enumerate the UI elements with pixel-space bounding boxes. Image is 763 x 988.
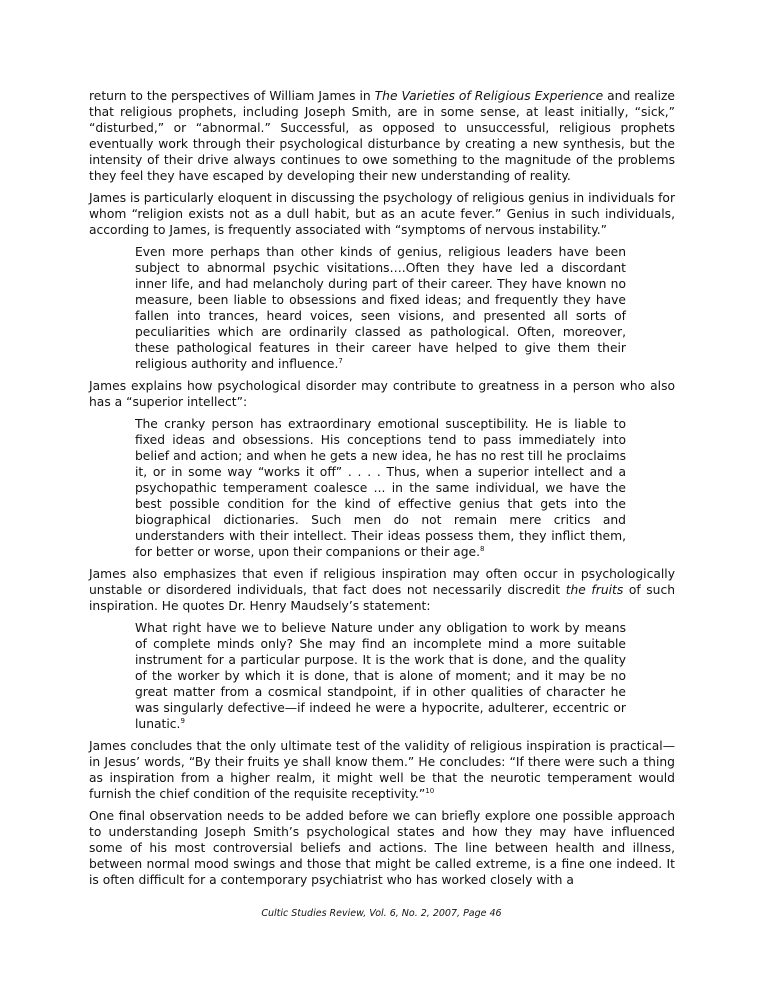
footnote-ref-9: 9: [180, 716, 185, 725]
block-quote-1: Even more perhaps than other kinds of genius, religious leaders have been subject to abnormal psychic visitations….Often they have led a discordant inner life, and had melancholy during part of their career. They have known no measure, been liable to obsessions and fixed ideas; and frequently they have fallen into trances, heard voices, seen visions, and presented all sorts of peculiarities which are ordinarily classed as pathological. Often, moreover, these pathological features in their career have helped to give them their religious authority and influence.$^7$: [135, 245, 626, 371]
emphasis-the-fruits: the fruits: [565, 583, 624, 597]
page-footer: Cultic Studies Review, Vol. 6, No. 2, 2007, Page 46: [261, 908, 502, 919]
paragraph-4: James also emphasizes that even if religious inspiration may often occur in psychologically unstable or disordered individuals, that fact does not necessarily discredit the fruits of such inspiration. He quotes Dr. Henry Maudsely’s statement:: [89, 567, 675, 613]
book-title: The Varieties of Religious Experience: [374, 89, 604, 103]
block-quote-2: The cranky person has extraordinary emotional susceptibility. He is liable to fixed ideas and obsessions. His conceptions tend to pass immediately into belief and action; and when he gets a new idea, he has no rest till he proclaims it, or in some way “works it off” . . . . Thus, when a superior intellect and a psychopathic temperament coalesce ... in the same individual, we have the best possible condition for the kind of effective genius that gets into the biographical dictionaries. Such men do not remain mere critics and understanders with their intellect. Their ideas possess them, they inflict them, for better or worse, upon their companions or their age.$^8$: [135, 417, 626, 559]
paragraph-6: One final observation needs to be added before we can briefly explore one possible approach to understanding Joseph Smith’s psychological states and how they may have influenced some of his most controversial beliefs and actions. The line between health and illness, between normal mood swings and those that might be called extreme, is a fine one indeed. It is often difficult for a contemporary psychiatrist who has worked closely with a: [89, 809, 675, 887]
footnote-ref-10: 10: [425, 786, 435, 795]
paragraph-3: James explains how psychological disorder may contribute to greatness in a person who also has a “superior intellect”:: [89, 379, 675, 409]
footnote-ref-7: 7: [338, 356, 343, 365]
paragraph-2: James is particularly eloquent in discussing the psychology of religious genius in individuals for whom “religion exists not as a dull habit, but as an acute fever.” Genius in such individuals, according to James, is frequently associated with “symptoms of nervous instability.”: [89, 191, 675, 237]
paragraph-5: James concludes that the only ultimate test of the validity of religious inspiration is practical—in Jesus’ words, “By their fruits ye shall know them.” He concludes: “If there were such a thing as inspiration from a higher realm, it might well be that the neurotic temperament would furnish the chief condition of the requisite receptivity.”$^{10}$: [89, 739, 675, 801]
footnote-ref-8: 8: [479, 544, 485, 553]
paragraph-1: return to the perspectives of William James in The Varieties of Religious Experience and realize that religious prophets, including Joseph Smith, are in some sense, at least initially, “sick,” “disturbed,” or “abnormal.” Successful, as opposed to unsuccessful, religious prophets eventually work through their psychological disturbance by creating a new synthesis, but the intensity of their drive always continues to owe something to the magnitude of the problems they feel they have escaped by developing their new understanding of reality.: [89, 89, 676, 183]
block-quote-3: What right have we to believe Nature under any obligation to work by means of complete minds only? She may find an incomplete mind a more suitable instrument for a particular purpose. It is the work that is done, and the quality of the worker by which it is done, that is alone of moment; and it may be no great matter from a cosmical standpoint, if in other qualities of character he was singularly defective—if indeed he were a hypocrite, adulterer, eccentric or lunatic.$^9$: [135, 621, 626, 731]
